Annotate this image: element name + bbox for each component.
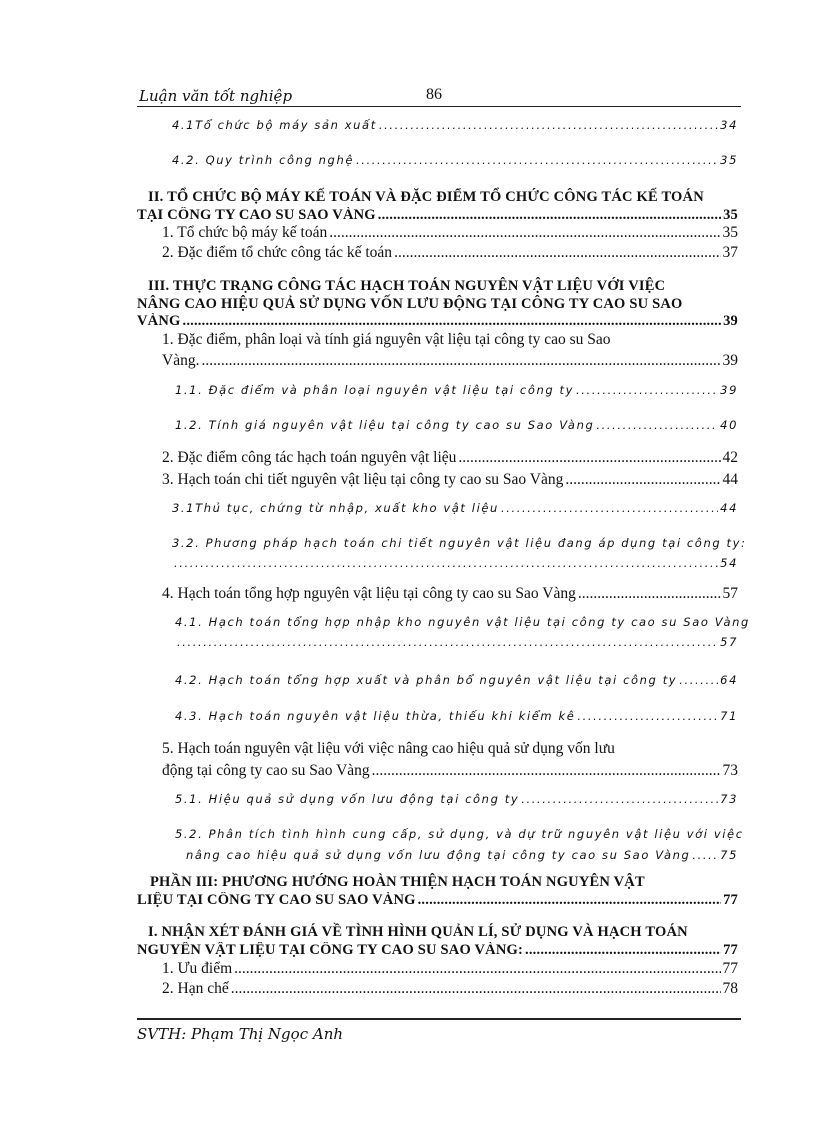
dot-leader [201, 352, 720, 370]
dot-leader [578, 585, 721, 603]
toc-entry[interactable] [175, 418, 738, 432]
toc-entry[interactable] [172, 118, 738, 132]
toc-entry-page: 39 [722, 352, 738, 369]
toc-entry-title: 4.1Tổ chức bộ máy sản xuất [172, 118, 377, 132]
dot-leader [525, 942, 721, 959]
toc-entry-line[interactable]: 3.2. Phương pháp hạch toán chi tiết nguyên vật liệu đang áp dụng tại công ty: [172, 536, 747, 550]
toc-entry-title: 3. Hạch toán chi tiết nguyên vật liệu tại công ty cao su Sao Vàng [162, 471, 564, 488]
toc-entry-page: 35 [720, 153, 738, 167]
toc-entry-title: 1. Tổ chức bộ máy kế toán [162, 224, 328, 241]
toc-entry[interactable] [162, 352, 738, 370]
toc-entry-title: 2. Hạn chế [162, 980, 229, 997]
toc-entry-line[interactable]: 5.2. Phân tích tình hình cung cấp, sử dụng, và dự trữ nguyên vật liệu với việc [175, 827, 744, 841]
toc-entry-page: 42 [722, 449, 738, 466]
toc-entry[interactable] [175, 792, 738, 806]
toc-entry[interactable] [137, 313, 738, 330]
toc-entry-line[interactable]: 4.1. Hạch toán tổng hợp nhập kho nguyên vật liệu tại công ty cao su Sao Vàng [175, 615, 750, 629]
toc-entry-title: 4. Hạch toán tổng hợp nguyên vật liệu tại công ty cao su Sao Vàng [162, 585, 576, 602]
page-footer [137, 1018, 741, 1044]
dot-leader [379, 118, 718, 132]
toc-entry-title: 5.1. Hiệu quả sử dụng vốn lưu động tại công ty [175, 792, 520, 806]
toc-entry-title: 2. Đặc điểm tổ chức công tác kế toán [162, 244, 393, 261]
dot-leader [692, 848, 718, 862]
toc-entry[interactable] [162, 224, 738, 242]
toc-entry[interactable] [186, 848, 738, 862]
toc-entry[interactable] [137, 892, 738, 909]
toc-entry-title: động tại công ty cao su Sao Vàng [162, 762, 370, 779]
dot-leader [329, 224, 720, 242]
toc-entry-title: LIỆU TẠI CÔNG TY CAO SU SAO VÀNG [137, 892, 416, 908]
toc-entry[interactable] [175, 383, 738, 397]
toc-entry-title: 4.2. Quy trình công nghệ [172, 153, 355, 167]
toc-entry-page: 40 [720, 418, 738, 432]
dot-leader [231, 980, 721, 998]
toc-entry-page: 78 [722, 980, 738, 997]
dot-leader [234, 960, 720, 978]
toc-entry-page: 77 [722, 960, 738, 977]
toc-entry-page: 75 [720, 848, 738, 862]
dot-leader [177, 635, 718, 649]
dot-leader [577, 709, 718, 723]
toc-entry-title: TẠI CÔNG TY CAO SU SAO VÀNG [137, 207, 376, 223]
toc-entry-title: 1. Ưu điểm [162, 960, 233, 977]
toc-entry-line[interactable]: 1. Đặc điểm, phân loại và tính giá nguyên vật liệu tại công ty cao su Sao [162, 331, 611, 348]
toc-entry[interactable] [175, 635, 738, 649]
toc-entry-title: 2. Đặc điểm công tác hạch toán nguyên vật liệu [162, 449, 457, 466]
toc-heading-line[interactable]: III. THỰC TRẠNG CÔNG TÁC HẠCH TOÁN NGUYÊN VẬT LIỆU VỚI VIỆC [148, 278, 666, 294]
toc-entry-title: 1.2. Tính giá nguyên vật liệu tại công ty cao su Sao Vàng [175, 418, 595, 432]
toc-entry[interactable] [162, 471, 738, 489]
dot-leader [372, 762, 721, 780]
dot-leader [356, 153, 718, 167]
toc-entry-title: 3.1Thủ tục, chứng từ nhập, xuất kho vật liệu [172, 501, 499, 515]
toc-entry-page: 44 [720, 501, 738, 515]
dot-leader [174, 556, 718, 570]
toc-entry-title: 1.1. Đặc điểm và phân loại nguyên vật liệu tại công ty [175, 383, 575, 397]
dot-leader [378, 207, 721, 224]
toc-entry-page: 34 [720, 118, 738, 132]
dot-leader [576, 383, 718, 397]
dot-leader [565, 471, 720, 489]
toc-entry-page: 57 [722, 585, 738, 602]
toc-entry-line[interactable]: 5. Hạch toán nguyên vật liệu với việc nâng cao hiệu quả sử dụng vốn lưu [162, 740, 615, 757]
toc-entry-title: 4.2. Hạch toán tổng hợp xuất và phân bổ nguyên vật liệu tại công ty [175, 673, 678, 687]
toc-entry[interactable] [172, 153, 738, 167]
toc-entry[interactable] [162, 762, 738, 780]
dot-leader [501, 501, 718, 515]
student-name: SVTH: Phạm Thị Ngọc Anh [137, 1025, 344, 1043]
dot-leader [183, 313, 722, 330]
toc-entry-page: 54 [720, 556, 738, 570]
toc-entry-page: 57 [720, 635, 738, 649]
toc-entry-title: 4.3. Hạch toán nguyên vật liệu thừa, thiếu khi kiểm kê [175, 709, 576, 723]
toc-entry-page: 44 [722, 471, 738, 488]
toc-entry[interactable] [162, 244, 738, 262]
dot-leader [521, 792, 718, 806]
toc-entry[interactable] [162, 960, 738, 978]
toc-entry-page: 39 [723, 313, 738, 329]
toc-entry[interactable] [172, 501, 738, 515]
toc-entry-title: nâng cao hiệu quả sử dụng vốn lưu động tại công ty cao su Sao Vàng [186, 848, 691, 862]
thesis-title: Luận văn tốt nghiệp [139, 87, 293, 105]
toc-entry[interactable] [137, 207, 738, 224]
toc-entry-page: 35 [723, 207, 738, 223]
toc-entry-title: VÀNG [137, 313, 181, 329]
toc-heading-line[interactable]: II. TỔ CHỨC BỘ MÁY KẾ TOÁN VÀ ĐẶC ĐIỂM TỔ CHỨC CÔNG TÁC KẾ TOÁN [148, 189, 704, 205]
toc-entry[interactable] [172, 556, 738, 570]
toc-entry[interactable] [137, 942, 738, 959]
toc-entry[interactable] [175, 709, 738, 723]
toc-heading-line[interactable]: PHẦN III: PHƯƠNG HƯỚNG HOÀN THIỆN HẠCH TOÁN NGUYÊN VẬT [150, 874, 645, 890]
toc-heading-line[interactable]: I. NHẬN XÉT ĐÁNH GIÁ VỀ TÌNH HÌNH QUẢN LÍ, SỬ DỤNG VÀ HẠCH TOÁN [148, 924, 688, 940]
toc-entry-page: 73 [720, 792, 738, 806]
toc-entry-page: 71 [720, 709, 738, 723]
toc-entry-title: NGUYÊN VẬT LIỆU TẠI CÔNG TY CAO SU SAO VÀNG: [137, 942, 524, 958]
page-number: 86 [426, 86, 442, 103]
toc-entry-page: 35 [722, 224, 738, 241]
toc-entry-page: 73 [722, 762, 738, 779]
dot-leader [679, 673, 718, 687]
toc-entry[interactable] [175, 673, 738, 687]
toc-entry-page: 37 [722, 244, 738, 261]
toc-entry[interactable] [162, 980, 738, 998]
toc-entry-page: 39 [720, 383, 738, 397]
toc-entry[interactable] [162, 585, 738, 603]
toc-entry-page: 77 [723, 892, 738, 908]
toc-entry[interactable] [162, 449, 738, 467]
toc-heading-line[interactable]: NÂNG CAO HIỆU QUẢ SỬ DỤNG VỐN LƯU ĐỘNG TẠI CÔNG TY CAO SU SAO [137, 296, 683, 312]
toc-entry-page: 64 [720, 673, 738, 687]
toc-entry-page: 77 [723, 942, 738, 958]
dot-leader [418, 892, 721, 909]
dot-leader [596, 418, 718, 432]
dot-leader [394, 244, 720, 262]
toc-entry-title: Vàng. [162, 352, 200, 369]
dot-leader [458, 449, 720, 467]
